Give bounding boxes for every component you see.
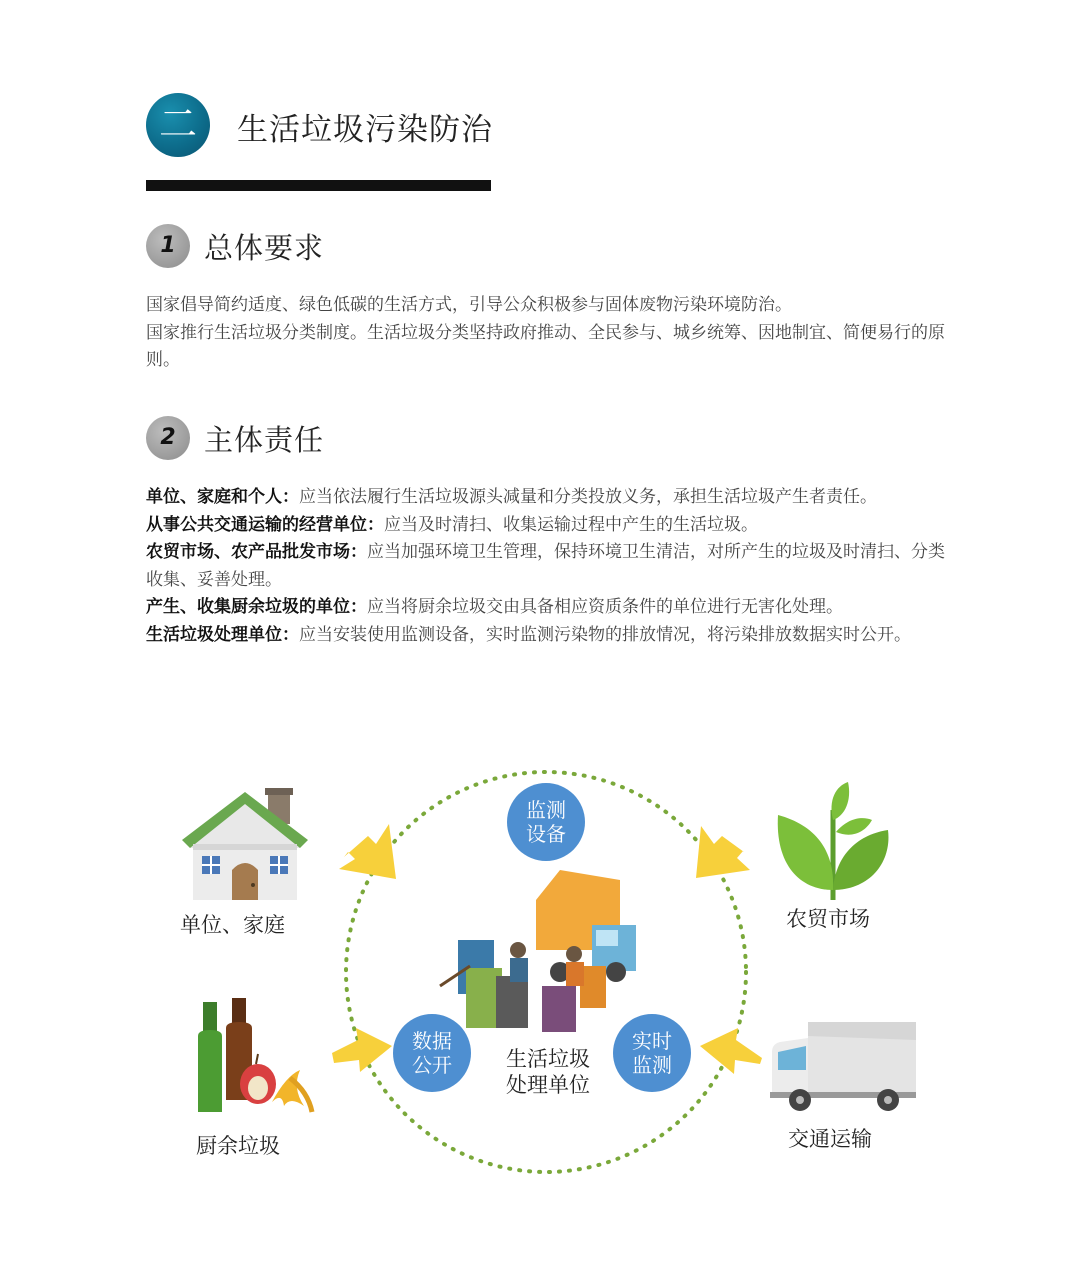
- bubble-monitor-equipment: 监测设备: [507, 783, 585, 861]
- sub2-title: 主体责任: [204, 423, 325, 457]
- section-title: 生活垃圾污染防治: [237, 112, 493, 148]
- center-label: [488, 1046, 608, 1098]
- responsibility-item: [146, 539, 946, 594]
- arrow-from-market: [696, 826, 750, 878]
- house-icon: [182, 788, 308, 900]
- sub1-paragraph: 国家推行生活垃圾分类制度。生活垃圾分类坚持政府推动、全民参与、城乡统筹、因地制宜、简便易行的原则。: [146, 322, 945, 370]
- responsibility-label: 单位、家庭和个人：: [146, 487, 299, 507]
- responsibility-item: [146, 622, 946, 650]
- responsibility-item: [146, 484, 946, 512]
- responsibility-text: 应当安装使用监测设备，实时监测污染物的排放情况，将污染排放数据实时公开。: [299, 624, 911, 645]
- responsibility-text: 应当加强环境卫生管理，保持环境卫生清洁，对所产生的垃圾及时清扫、分类收集、妥善处理。: [146, 542, 945, 590]
- responsibility-label: 产生、收集厨余垃圾的单位：: [146, 597, 367, 617]
- responsibility-item: [146, 594, 946, 622]
- center-label-line: 生活垃圾: [506, 1047, 590, 1071]
- bubble-data-public: 数据公开: [393, 1014, 471, 1092]
- sub1-title: 总体要求: [204, 231, 325, 265]
- sub1-number-badge: 1: [146, 224, 190, 268]
- truck-icon: [770, 1022, 916, 1111]
- section-divider: [146, 180, 491, 191]
- sub1-body: [146, 292, 946, 375]
- arrow-from-kitchen-waste: [332, 1028, 392, 1072]
- market-label: 农贸市场: [786, 907, 870, 931]
- responsibility-item: [146, 512, 946, 540]
- responsibility-label: 生活垃圾处理单位：: [146, 624, 299, 645]
- responsibility-text: 应当及时清扫、收集运输过程中产生的生活垃圾。: [384, 514, 758, 535]
- plant-icon: [778, 782, 889, 900]
- responsibility-label: 农贸市场、农产品批发市场：: [146, 542, 367, 562]
- transport-label: 交通运输: [788, 1127, 872, 1151]
- arrow-from-house: [339, 824, 396, 879]
- garbage-truck-icon: [536, 870, 636, 982]
- sub2-body: [146, 484, 946, 649]
- trash-bins-icon: [440, 940, 606, 1032]
- sub1-paragraph: 国家倡导简约适度、绿色低碳的生活方式，引导公众积极参与固体废物污染环境防治。: [146, 295, 792, 315]
- bottles-icon: [198, 998, 312, 1112]
- bubble-realtime-monitor: 实时监测: [613, 1014, 691, 1092]
- sub2-number-badge: 2: [146, 416, 190, 460]
- arrow-from-transport: [700, 1028, 762, 1074]
- responsibility-text: 应当将厨余垃圾交由具备相应资质条件的单位进行无害化处理。: [367, 597, 843, 617]
- responsibility-text: 应当依法履行生活垃圾源头减量和分类投放义务，承担生活垃圾产生者责任。: [299, 487, 877, 507]
- house-label: 单位、家庭: [180, 913, 285, 937]
- center-label-line: 处理单位: [506, 1073, 590, 1097]
- section-number-badge: 二: [146, 93, 210, 157]
- responsibility-label: 从事公共交通运输的经营单位：: [146, 514, 384, 535]
- kitchen-waste-label: 厨余垃圾: [196, 1134, 280, 1158]
